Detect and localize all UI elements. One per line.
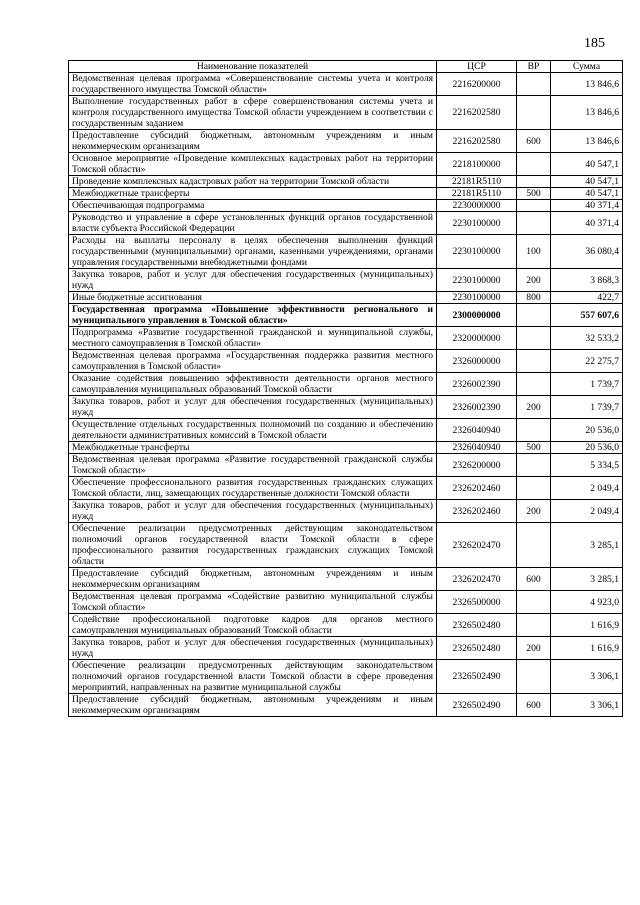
cell-csr: 2326002390 (437, 373, 517, 396)
cell-vr: 500 (517, 442, 551, 454)
cell-csr: 2230100000 (437, 269, 517, 292)
table-row (69, 454, 623, 477)
table-row (69, 694, 623, 717)
cell-name: Закупка товаров, работ и услуг для обеспечения государственных (муниципальных) нужд (69, 637, 437, 660)
header-sum: Сумма (551, 61, 623, 73)
cell-vr: 200 (517, 269, 551, 292)
table-row (69, 73, 623, 96)
table-row (69, 130, 623, 153)
cell-vr (517, 454, 551, 477)
cell-csr: 2326202470 (437, 523, 517, 568)
cell-csr: 2326202460 (437, 500, 517, 523)
cell-vr: 500 (517, 188, 551, 200)
cell-name: Обеспечение профессионального развития государственных гражданских служащих Томской области, лиц, замещающих государственные должности Томской области (69, 477, 437, 500)
table-row (69, 200, 623, 212)
cell-csr: 2216200000 (437, 73, 517, 96)
cell-sum: 20 536,0 (551, 442, 623, 454)
cell-csr: 2230100000 (437, 292, 517, 304)
cell-sum: 2 049,4 (551, 477, 623, 500)
table-row (69, 523, 623, 568)
cell-sum: 40 547,1 (551, 153, 623, 176)
table-row (69, 614, 623, 637)
cell-csr: 2300000000 (437, 304, 517, 327)
cell-csr: 2230000000 (437, 200, 517, 212)
cell-csr: 2326502480 (437, 637, 517, 660)
cell-vr (517, 73, 551, 96)
cell-csr: 2326202460 (437, 477, 517, 500)
cell-sum: 13 846,6 (551, 130, 623, 153)
table-row (69, 660, 623, 694)
cell-csr: 2218100000 (437, 153, 517, 176)
cell-csr: 2326502480 (437, 614, 517, 637)
cell-csr: 22181R5110 (437, 188, 517, 200)
cell-name: Основное мероприятие «Проведение комплексных кадастровых работ на территории Томской области» (69, 153, 437, 176)
cell-name: Ведомственная целевая программа «Содействие развитию муниципальной службы Томской области» (69, 591, 437, 614)
cell-csr: 2326200000 (437, 454, 517, 477)
cell-sum: 40 371,4 (551, 200, 623, 212)
table-row (69, 396, 623, 419)
cell-sum: 36 080,4 (551, 235, 623, 269)
cell-name: Иные бюджетные ассигнования (69, 292, 437, 304)
cell-sum: 3 285,1 (551, 523, 623, 568)
cell-sum: 1 739,7 (551, 396, 623, 419)
cell-name: Обеспечивающая подпрограмма (69, 200, 437, 212)
cell-vr (517, 614, 551, 637)
cell-name: Государственная программа «Повышение эффективности регионального и муниципального управления в Томской области» (69, 304, 437, 327)
table-row (69, 188, 623, 200)
cell-name: Закупка товаров, работ и услуг для обеспечения государственных (муниципальных) нужд (69, 269, 437, 292)
cell-name: Предоставление субсидий бюджетным, автономным учреждениям и иным некоммерческим организациям (69, 130, 437, 153)
cell-vr (517, 373, 551, 396)
cell-vr (517, 350, 551, 373)
cell-csr: 2326000000 (437, 350, 517, 373)
cell-name: Закупка товаров, работ и услуг для обеспечения государственных (муниципальных) нужд (69, 500, 437, 523)
cell-csr: 2326500000 (437, 591, 517, 614)
cell-csr: 22181R5110 (437, 176, 517, 188)
cell-vr: 200 (517, 500, 551, 523)
header-name: Наименование показателей (69, 61, 437, 73)
cell-sum: 13 846,6 (551, 96, 623, 130)
cell-csr: 2326040940 (437, 442, 517, 454)
cell-vr: 800 (517, 292, 551, 304)
cell-csr: 2320000000 (437, 327, 517, 350)
budget-table (68, 60, 623, 717)
table-row (69, 235, 623, 269)
cell-name: Расходы на выплаты персоналу в целях обеспечения выполнения функций государственными (муниципальными) органами, казенными учреждениями, органами управления государственными внебюджетными фондами (69, 235, 437, 269)
cell-name: Оказание содействия повышению эффективности деятельности органов местного самоуправления муниципальных образований Томской области (69, 373, 437, 396)
table-row (69, 327, 623, 350)
cell-name: Руководство и управление в сфере установленных функций органов государственной власти субъекта Российской Федерации (69, 212, 437, 235)
cell-name: Предоставление субсидий бюджетным, автономным учреждениям и иным некоммерческим организациям (69, 568, 437, 591)
table-row (69, 373, 623, 396)
cell-csr: 2216202580 (437, 96, 517, 130)
cell-name: Предоставление субсидий бюджетным, автономным учреждениям и иным некоммерческим организациям (69, 694, 437, 717)
table-row (69, 153, 623, 176)
cell-csr: 2326502490 (437, 694, 517, 717)
cell-name: Межбюджетные трансферты (69, 188, 437, 200)
cell-csr: 2230100000 (437, 235, 517, 269)
cell-csr: 2326202470 (437, 568, 517, 591)
header-csr: ЦСР (437, 61, 517, 73)
cell-vr (517, 153, 551, 176)
cell-vr (517, 660, 551, 694)
cell-name: Выполнение государственных работ в сфере совершенствования системы учета и контроля государственного имущества Томской области учреждением в соответствии с государственным заданием (69, 96, 437, 130)
cell-sum: 40 371,4 (551, 212, 623, 235)
cell-sum: 557 607,6 (551, 304, 623, 327)
cell-name: Ведомственная целевая программа «Совершенствование системы учета и контроля государственного имущества Томской области» (69, 73, 437, 96)
cell-name: Осуществление отдельных государственных полномочий по созданию и обеспечению деятельности административных комиссий в Томской области (69, 419, 437, 442)
cell-sum: 4 923,0 (551, 591, 623, 614)
cell-name: Ведомственная целевая программа «Государственная поддержка развития местного самоуправления в Томской области» (69, 350, 437, 373)
cell-vr (517, 327, 551, 350)
cell-sum: 3 306,1 (551, 694, 623, 717)
cell-sum: 40 547,1 (551, 188, 623, 200)
cell-name: Закупка товаров, работ и услуг для обеспечения государственных (муниципальных) нужд (69, 396, 437, 419)
cell-vr: 100 (517, 235, 551, 269)
table-row (69, 176, 623, 188)
cell-vr (517, 419, 551, 442)
cell-sum: 5 334,5 (551, 454, 623, 477)
cell-name: Межбюджетные трансферты (69, 442, 437, 454)
cell-sum: 13 846,6 (551, 73, 623, 96)
table-row (69, 419, 623, 442)
cell-vr: 600 (517, 694, 551, 717)
cell-vr (517, 200, 551, 212)
cell-vr (517, 212, 551, 235)
cell-vr (517, 523, 551, 568)
cell-vr (517, 176, 551, 188)
table-header-row (69, 61, 623, 73)
table-row (69, 637, 623, 660)
cell-sum: 3 306,1 (551, 660, 623, 694)
cell-sum: 40 547,1 (551, 176, 623, 188)
page-number: 185 (584, 36, 605, 51)
table-row (69, 477, 623, 500)
table-row (69, 212, 623, 235)
cell-name: Обеспечение реализации предусмотренных действующим законодательством полномочий органов государственной власти Томской области в сфере профессионального развития государственных гражданских служащих Томской области (69, 523, 437, 568)
cell-name: Проведение комплексных кадастровых работ на территории Томской области (69, 176, 437, 188)
cell-sum: 3 868,3 (551, 269, 623, 292)
cell-sum: 3 285,1 (551, 568, 623, 591)
cell-vr (517, 477, 551, 500)
table-row (69, 568, 623, 591)
cell-vr: 600 (517, 568, 551, 591)
table-row (69, 292, 623, 304)
table-row (69, 269, 623, 292)
table-row (69, 96, 623, 130)
cell-sum: 1 616,9 (551, 614, 623, 637)
cell-vr: 200 (517, 396, 551, 419)
cell-name: Обеспечение реализации предусмотренных действующим законодательством полномочий органов государственной власти Томской области в сфере проведения мероприятий, направленных на развитие муниципальной службы (69, 660, 437, 694)
table-row (69, 500, 623, 523)
cell-vr: 600 (517, 130, 551, 153)
cell-name: Ведомственная целевая программа «Развитие государственной гражданской службы Томской области» (69, 454, 437, 477)
cell-sum: 1 616,9 (551, 637, 623, 660)
table-row (69, 442, 623, 454)
table-row (69, 304, 623, 327)
cell-csr: 2216202580 (437, 130, 517, 153)
cell-sum: 20 536,0 (551, 419, 623, 442)
cell-csr: 2230100000 (437, 212, 517, 235)
cell-name: Подпрограмма «Развитие государственной гражданской и муниципальной службы, местного самоуправления в Томской области» (69, 327, 437, 350)
cell-sum: 422,7 (551, 292, 623, 304)
cell-vr (517, 304, 551, 327)
table-row (69, 591, 623, 614)
cell-sum: 32 533,2 (551, 327, 623, 350)
cell-name: Содействие профессиональной подготовке кадров для органов местного самоуправления муниципальных образований Томской области (69, 614, 437, 637)
cell-vr (517, 591, 551, 614)
cell-vr: 200 (517, 637, 551, 660)
cell-vr (517, 96, 551, 130)
cell-csr: 2326040940 (437, 419, 517, 442)
cell-csr: 2326502490 (437, 660, 517, 694)
header-vr: ВР (517, 61, 551, 73)
cell-csr: 2326002390 (437, 396, 517, 419)
cell-sum: 22 275,7 (551, 350, 623, 373)
table-row (69, 350, 623, 373)
cell-sum: 1 739,7 (551, 373, 623, 396)
cell-sum: 2 049,4 (551, 500, 623, 523)
